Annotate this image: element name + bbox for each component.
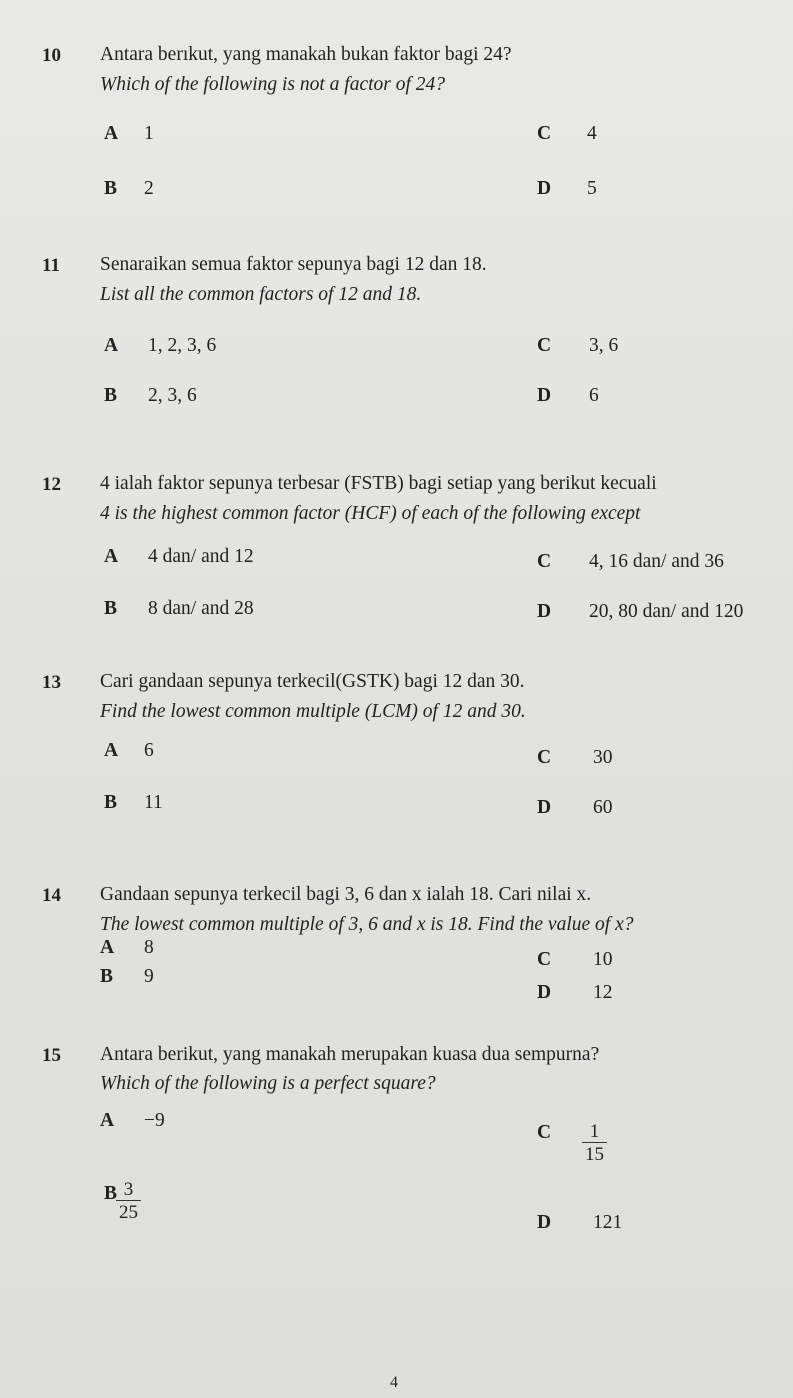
option-b <box>104 792 163 814</box>
option-text: 4 dan/ and 12 <box>148 546 254 567</box>
option-d <box>537 797 613 819</box>
question-text-malay: Antara berikut, yang manakah merupakan kuasa dua sempurna? <box>100 1044 600 1065</box>
option-text: 6 <box>589 385 599 406</box>
fraction-denominator: 25 <box>116 1200 141 1223</box>
question-text-malay: Gandaan sepunya terkecil bagi 3, 6 dan x ialah 18. Cari nilai x. <box>100 884 592 905</box>
option-text: 9 <box>144 966 154 987</box>
option-d <box>537 982 613 1004</box>
question-text-malay: 4 ialah faktor sepunya terbesar (FSTB) bagi setiap yang berikut kecuali <box>100 473 657 494</box>
option-a <box>104 335 216 357</box>
option-text: 12 <box>593 982 613 1003</box>
option-b <box>104 385 197 407</box>
option-text: 30 <box>593 747 613 768</box>
option-letter: A <box>100 1110 115 1131</box>
option-d <box>537 385 599 407</box>
question-number: 13 <box>42 672 61 693</box>
question-text-malay: Senaraikan semua faktor sepunya bagi 12 dan 18. <box>100 254 487 275</box>
option-text: 6 <box>144 740 154 761</box>
page-number: 4 <box>390 1374 398 1391</box>
question-text-english: Which of the following is a perfect square? <box>100 1073 436 1094</box>
option-b <box>104 598 254 620</box>
question-text-english: Which of the following is not a factor of 24? <box>100 74 446 95</box>
option-text: 2, 3, 6 <box>148 385 197 406</box>
option-letter: B <box>104 792 118 813</box>
option-text: 4 <box>587 123 597 144</box>
option-text: 3, 6 <box>589 335 619 356</box>
option-letter: A <box>104 335 119 356</box>
option-letter: D <box>537 178 552 199</box>
option-text: 10 <box>593 949 613 970</box>
option-letter: D <box>537 385 552 406</box>
option-c <box>537 949 613 971</box>
option-c <box>537 747 613 769</box>
option-letter: C <box>537 551 552 572</box>
option-b <box>100 966 154 988</box>
option-letter: B <box>104 385 118 406</box>
option-text: 20, 80 dan/ and 120 <box>589 601 744 622</box>
option-text: 121 <box>593 1212 623 1233</box>
option-letter: A <box>104 546 119 567</box>
option-text: −9 <box>144 1110 165 1131</box>
option-letter: D <box>537 1212 552 1233</box>
option-text: 60 <box>593 797 613 818</box>
option-a <box>104 740 154 762</box>
option-letter: C <box>537 335 552 356</box>
question-number: 15 <box>42 1045 61 1066</box>
question-text-malay: Antara berıkut, yang manakah bukan faktor bagi 24? <box>100 44 512 65</box>
fraction-denominator: 15 <box>582 1142 607 1165</box>
option-c <box>537 551 724 573</box>
option-c <box>537 335 618 357</box>
option-letter: C <box>537 949 552 970</box>
question-text-english: 4 is the highest common factor (HCF) of each of the following except <box>100 503 641 524</box>
option-a <box>100 937 154 959</box>
option-c <box>537 1122 577 1144</box>
option-text: 1 <box>144 123 154 144</box>
option-text: 1, 2, 3, 6 <box>148 335 217 356</box>
question-number: 10 <box>42 45 61 66</box>
option-d <box>537 178 597 200</box>
question-number: 14 <box>42 885 61 906</box>
question-text-english: Find the lowest common multiple (LCM) of 12 and 30. <box>100 701 526 722</box>
option-letter: D <box>537 982 552 1003</box>
option-a <box>104 546 254 568</box>
option-text: 8 <box>144 937 154 958</box>
option-letter: B <box>100 966 114 987</box>
option-text: 5 <box>587 178 597 199</box>
option-letter: D <box>537 601 552 622</box>
option-letter: A <box>100 937 115 958</box>
option-text: 11 <box>144 792 163 813</box>
option-c <box>537 123 597 145</box>
option-text: 2 <box>144 178 154 199</box>
option-letter: C <box>537 123 552 144</box>
option-letter: B <box>104 178 118 199</box>
option-letter: B <box>104 1183 118 1204</box>
option-letter: B <box>104 598 118 619</box>
option-letter: C <box>537 747 552 768</box>
question-number: 12 <box>42 474 61 495</box>
option-b-fraction <box>116 1180 141 1223</box>
question-number: 11 <box>42 255 60 276</box>
question-text-english: The lowest common multiple of 3, 6 and x is 18. Find the value of x? <box>100 914 634 935</box>
option-letter: C <box>537 1122 552 1143</box>
option-text: 8 dan/ and 28 <box>148 598 254 619</box>
option-d <box>537 1212 622 1234</box>
option-letter: A <box>104 123 119 144</box>
option-a <box>104 123 154 145</box>
question-text-english: List all the common factors of 12 and 18. <box>100 284 422 305</box>
fraction-numerator: 3 <box>123 1179 134 1200</box>
option-c-fraction <box>582 1122 607 1165</box>
question-text-malay: Cari gandaan sepunya terkecil(GSTK) bagi 12 dan 30. <box>100 671 525 692</box>
option-a <box>100 1110 165 1132</box>
option-text: 4, 16 dan/ and 36 <box>589 551 724 572</box>
option-letter: A <box>104 740 119 761</box>
option-d <box>537 601 743 623</box>
fraction-numerator: 1 <box>589 1121 600 1142</box>
option-letter: D <box>537 797 552 818</box>
option-b <box>104 178 154 200</box>
